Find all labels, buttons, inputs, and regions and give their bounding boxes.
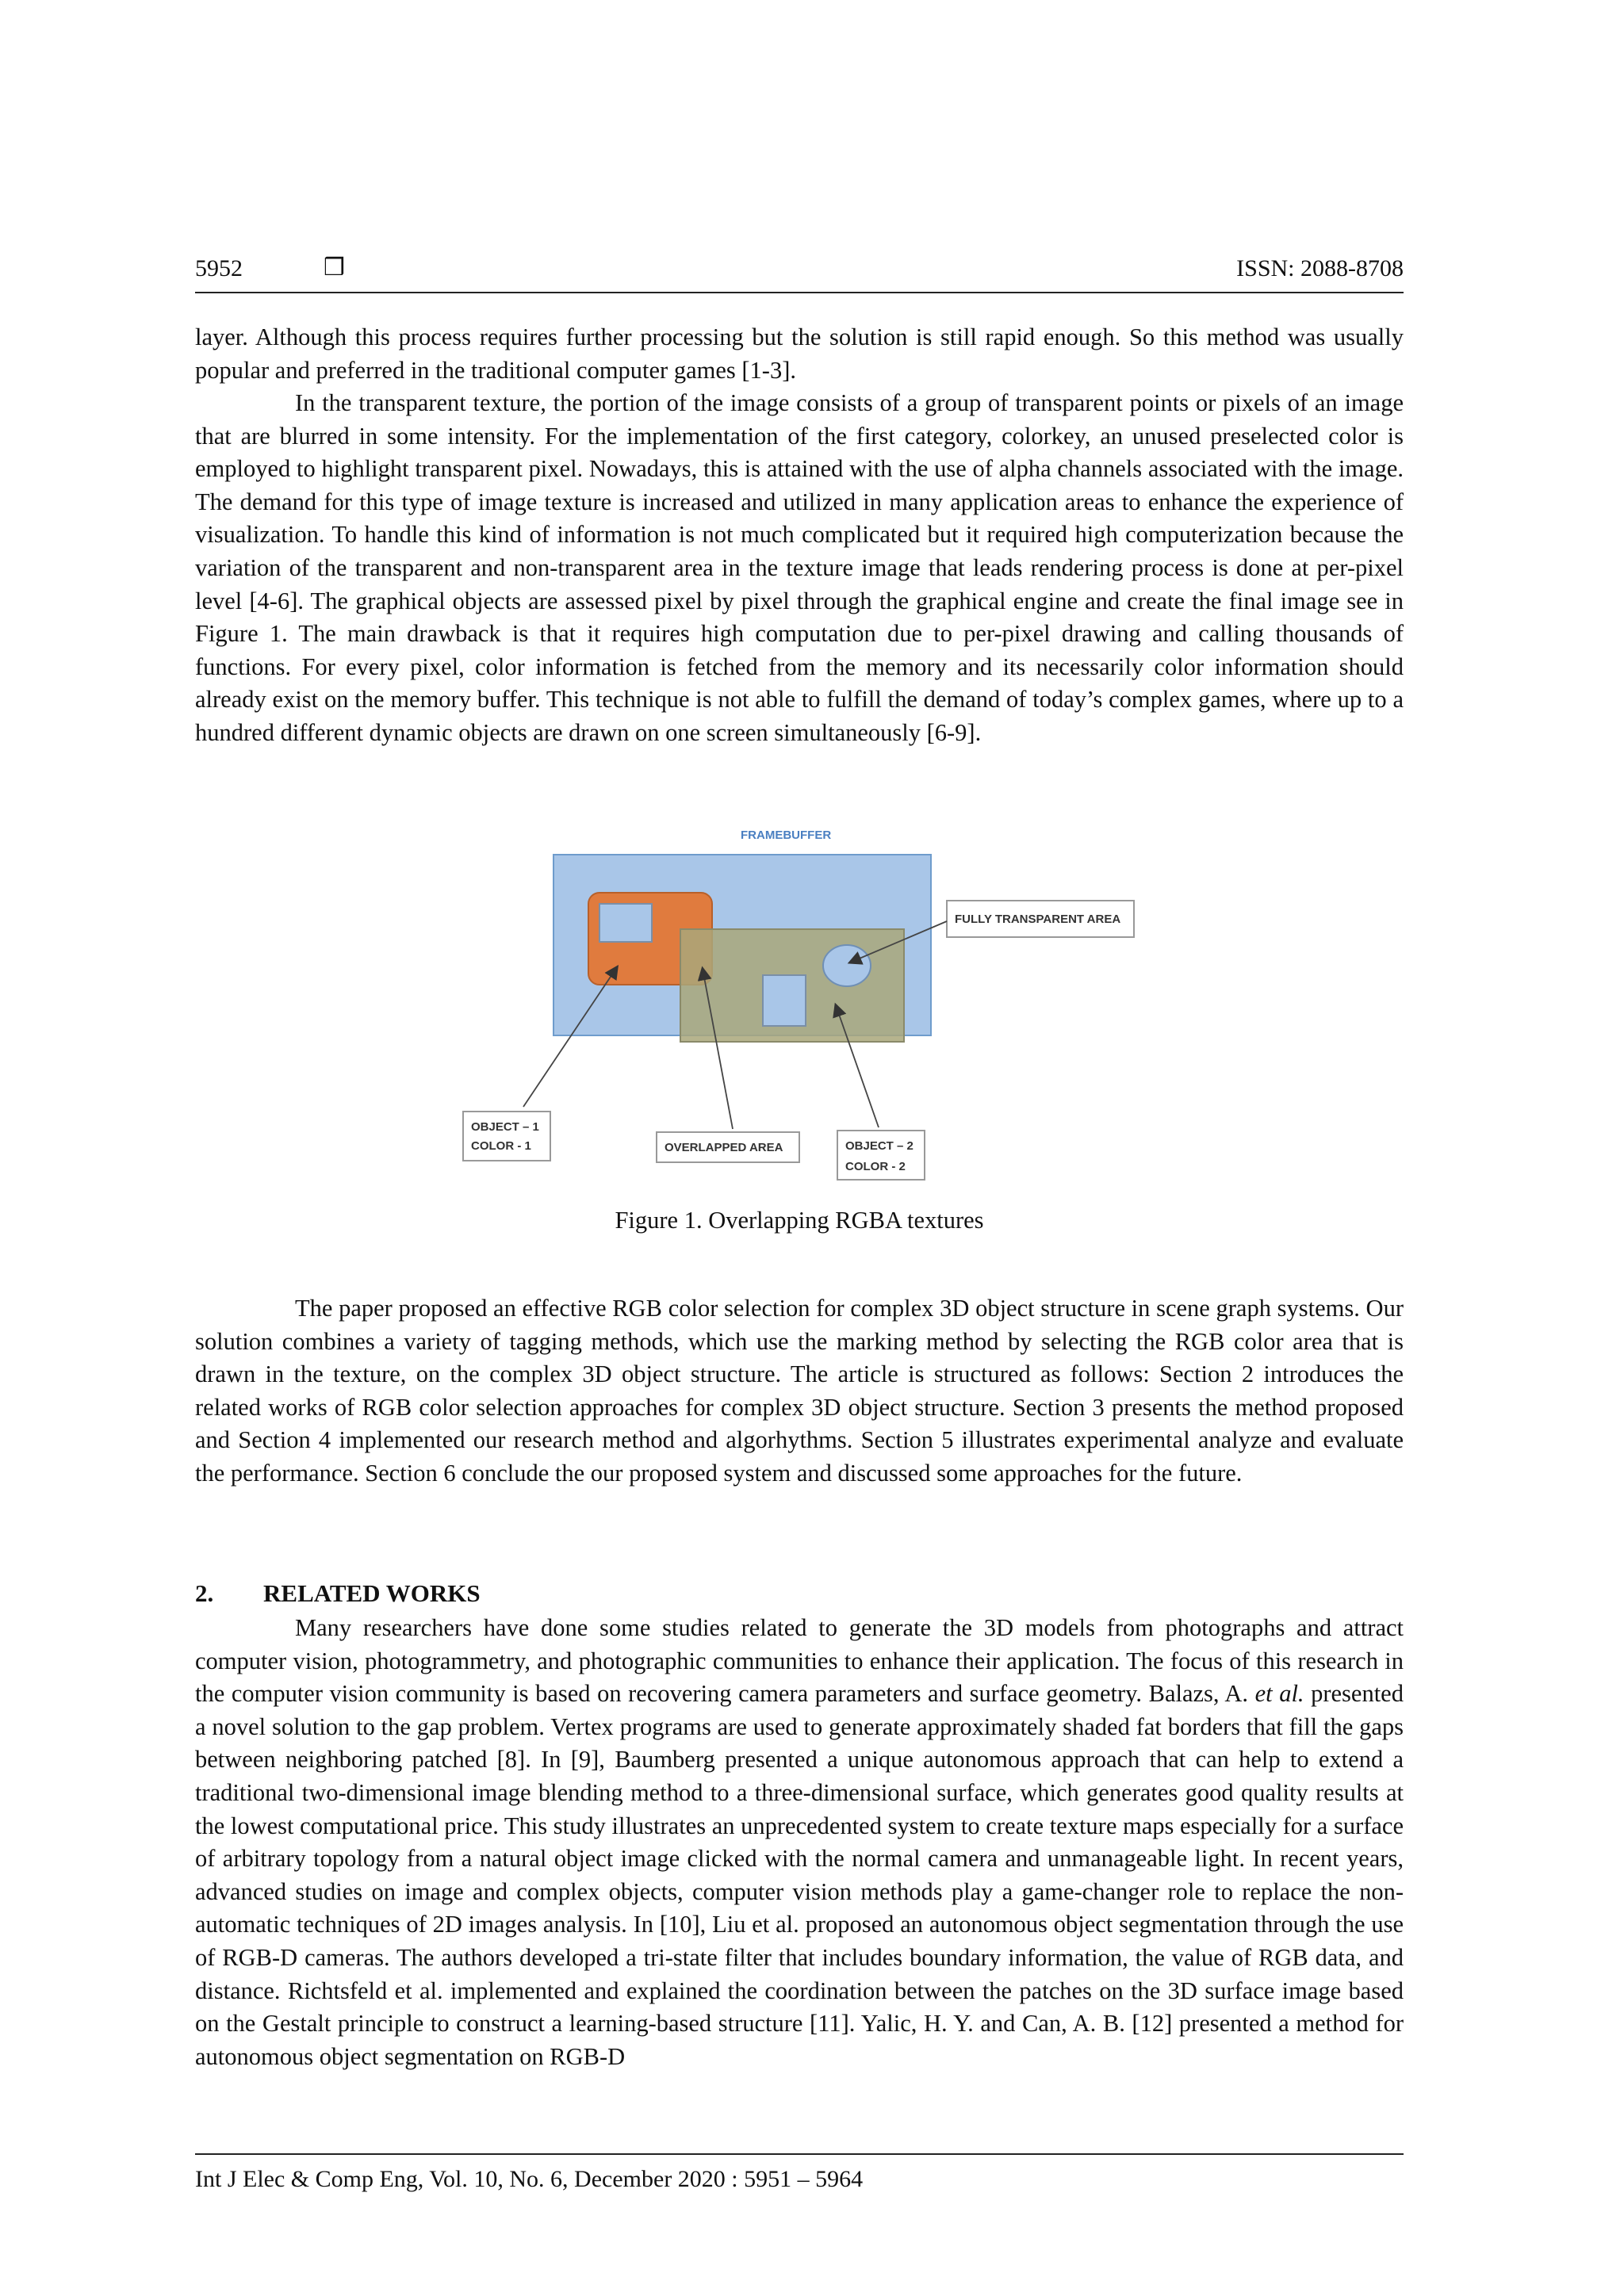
paragraph-3: The paper proposed an effective RGB color selection for complex 3D object structure in scene graph systems. Our solution combines a variety of tagging methods, which use the marking method by selecting the RGB color area that is drawn in the texture, on the complex 3D object structure. The article is structured as follows: Section 2 introduces the related works of RGB color selection approaches for complex 3D object structure. Section 3 presents the method proposed and Section 4 implemented our research method and algorhythms. Section 5 illustrates experimental analyze and evaluate the performance. Section 6 conclude the our proposed system and discussed some approaches for the future. xyxy=(195,1295,1404,1487)
object-1-box xyxy=(463,1112,550,1161)
object-2-label: OBJECT – 2 xyxy=(845,1139,914,1153)
figure-1-diagram xyxy=(462,825,1136,1183)
paragraph-4 xyxy=(195,1612,1404,2073)
journal-citation: Int J Elec & Comp Eng, Vol. 10, No. 6, December 2020 : 5951 – 5964 xyxy=(195,2166,864,2192)
running-header xyxy=(195,252,1404,293)
running-footer xyxy=(195,2153,1404,2193)
issn: ISSN: 2088-8708 xyxy=(1236,255,1404,281)
framebuffer-label: FRAMEBUFFER xyxy=(741,828,832,842)
page-number: 5952 xyxy=(195,255,243,281)
section-number: 2. xyxy=(195,1579,214,1607)
box-icon: ❒ xyxy=(324,254,345,281)
paragraph-2: In the transparent texture, the portion of the image consists of a group of transparent points or pixels of an image that are blurred in some intensity. For the implementation of the first category, colorkey, an unused preselected color is employed to highlight transparent pixel. Nowadays, this is attained with the use of alpha channels associated with the image. The demand for this type of image texture is increased and utilized in many application areas to enhance the experience of visualization. To handle this kind of information is not much complicated but it required high computerization because the variation of the transparent and non-transparent area in the texture image that leads rendering process is done at per-pixel level [4-6]. The graphical objects are assessed pixel by pixel through the graphical engine and create the final image see in Figure 1. The main drawback is that it requires high computation due to per-pixel drawing and calling thousands of functions. For every pixel, color information is fetched from the memory and its necessarily color information should already exist on the memory buffer. This technique is not able to fulfill the demand of today’s complex games, where up to a hundred different dynamic objects are drawn on one screen simultaneously [6-9]. xyxy=(195,389,1404,746)
section-heading xyxy=(195,1579,481,1608)
section-title: RELATED WORKS xyxy=(263,1579,481,1607)
color-1-label: COLOR - 1 xyxy=(471,1139,531,1153)
paragraph-4-part-a: Many researchers have done some studies related to generate the 3D models from photographs and attract computer vision, photogrammetry, and photographic communities to enhance their application. The focus of this research in the computer vision community is based on recovering camera parameters and surface geometry. Balazs, A. xyxy=(195,1614,1404,1708)
overlapped-label: OVERLAPPED AREA xyxy=(665,1141,783,1154)
et-al: et al. xyxy=(1254,1680,1304,1708)
object-1-label: OBJECT – 1 xyxy=(471,1120,539,1134)
paragraph-1: layer. Although this process requires further processing but the solution is still rapid enough. So this method was usually popular and preferred in the traditional computer games [1-3]. xyxy=(195,323,1404,384)
paragraph-4-part-b: presented a novel solution to the gap problem. Vertex programs are used to generate approximately shaded fat borders that fill the gaps between neighboring patched [8]. In [9], Baumberg presented a unique autonomous approach that can help to extend a traditional two-dimensional image blending method to a three-dimensional surface, which generates good quality results at the lowest computational price. This study illustrates an unprecedented system to create texture maps especially for a surface of arbitrary topology from a natural object image clicked with the normal camera and unmanageable light. In recent years, advanced studies on image and complex objects, computer vision methods play a game-changer role to replace the non-automatic techniques of 2D images analysis. In [10], Liu et al. proposed an autonomous object segmentation through the use of RGB-D cameras. The authors developed a tri-state filter that includes boundary information, the value of RGB data, and distance. Richtsfeld et al. implemented and explained the coordination between the patches on the 3D surface image based on the Gestalt principle to construct a learning-based structure [11]. Yalic, H. Y. and Can, A. B. [12] presented a method for autonomous object segmentation on RGB-D xyxy=(195,1680,1404,2070)
transparent-circle xyxy=(823,945,871,986)
object-2-hole xyxy=(763,975,806,1026)
figure-1 xyxy=(462,825,1136,1183)
object-1-hole xyxy=(599,904,652,942)
color-2-label: COLOR - 2 xyxy=(845,1160,906,1173)
fully-transparent-label: FULLY TRANSPARENT AREA xyxy=(955,913,1121,926)
figure-1-caption: Figure 1. Overlapping RGBA textures xyxy=(615,1207,984,1234)
